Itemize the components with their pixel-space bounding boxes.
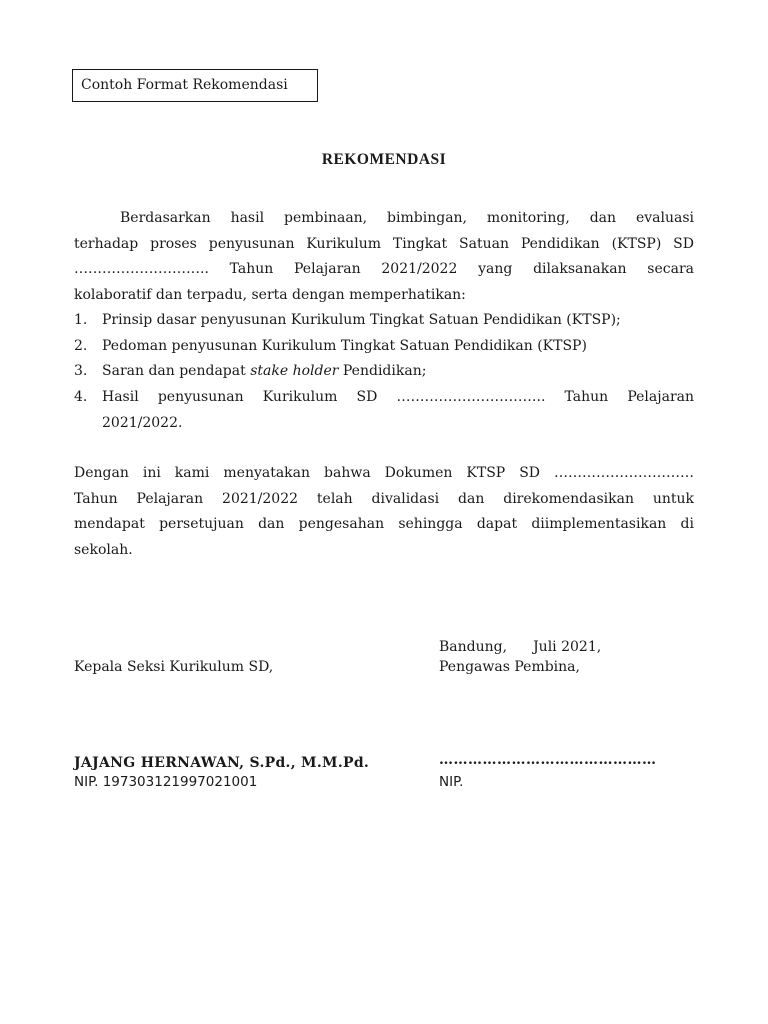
right-signatory-nip: NIP. xyxy=(439,774,464,790)
intro-paragraph xyxy=(74,206,694,309)
left-signatory-role: Kepala Seksi Kurikulum SD, xyxy=(74,659,274,675)
place-date xyxy=(439,639,601,655)
left-signatory-nip: NIP. 197303121997021001 xyxy=(74,774,258,790)
left-signatory-name: JAJANG HERNAWAN, S.Pd., M.M.Pd. xyxy=(74,755,370,771)
intro-line-4: kolaboratif dan terpadu, serta dengan memperhatikan: xyxy=(74,287,466,304)
list-text-line-1: Hasil penyusunan Kurikulum SD ………………………….. Tahun Pelajaran xyxy=(102,389,694,406)
list-item xyxy=(74,308,694,334)
list-number: 2. xyxy=(74,337,88,354)
document-title: REKOMENDASI xyxy=(321,151,447,168)
format-label-text: Contoh Format Rekomendasi xyxy=(81,77,288,93)
list-text: Pedoman penyusunan Kurikulum Tingkat Satuan Pendidikan (KTSP) xyxy=(102,337,587,354)
list-item xyxy=(74,334,694,360)
intro-line-3: ……………………….. Tahun Pelajaran 2021/2022 yang dilaksanakan secara xyxy=(74,261,694,278)
intro-line-1: Berdasarkan hasil pembinaan, bimbingan, monitoring, dan evaluasi xyxy=(120,210,694,226)
list-text-after: Pendidikan; xyxy=(338,363,427,380)
list-text-before: Saran dan pendapat xyxy=(102,363,251,380)
right-signatory-name: ……………………………………… xyxy=(439,752,657,768)
statement-paragraph xyxy=(74,461,694,564)
date: Juli 2021, xyxy=(533,639,602,655)
considerations-list xyxy=(74,308,694,437)
list-number: 3. xyxy=(74,363,88,380)
statement-line-2: Tahun Pelajaran 2021/2022 telah divalidasi dan direkomendasikan untuk xyxy=(74,490,694,507)
statement-line-3: mendapat persetujuan dan pengesahan sehingga dapat diimplementasikan di xyxy=(74,516,694,533)
list-number: 1. xyxy=(74,312,88,328)
list-text-line-2: 2021/2022. xyxy=(102,414,183,431)
list-item xyxy=(74,385,694,436)
place: Bandung, xyxy=(439,639,508,655)
statement-line-1: Dengan ini kami menyatakan bahwa Dokumen KTSP SD ………………………… xyxy=(74,465,694,481)
list-text: Prinsip dasar penyusunan Kurikulum Tingkat Satuan Pendidikan (KTSP); xyxy=(102,312,621,328)
statement-line-4: sekolah. xyxy=(74,542,133,559)
intro-line-2: terhadap proses penyusunan Kurikulum Tingkat Satuan Pendidikan (KTSP) SD xyxy=(74,235,694,252)
list-item xyxy=(74,359,694,385)
right-signatory-role: Pengawas Pembina, xyxy=(439,659,580,675)
list-number: 4. xyxy=(74,389,88,406)
format-label-box xyxy=(72,69,318,102)
list-text-italic: stake holder xyxy=(250,363,339,380)
